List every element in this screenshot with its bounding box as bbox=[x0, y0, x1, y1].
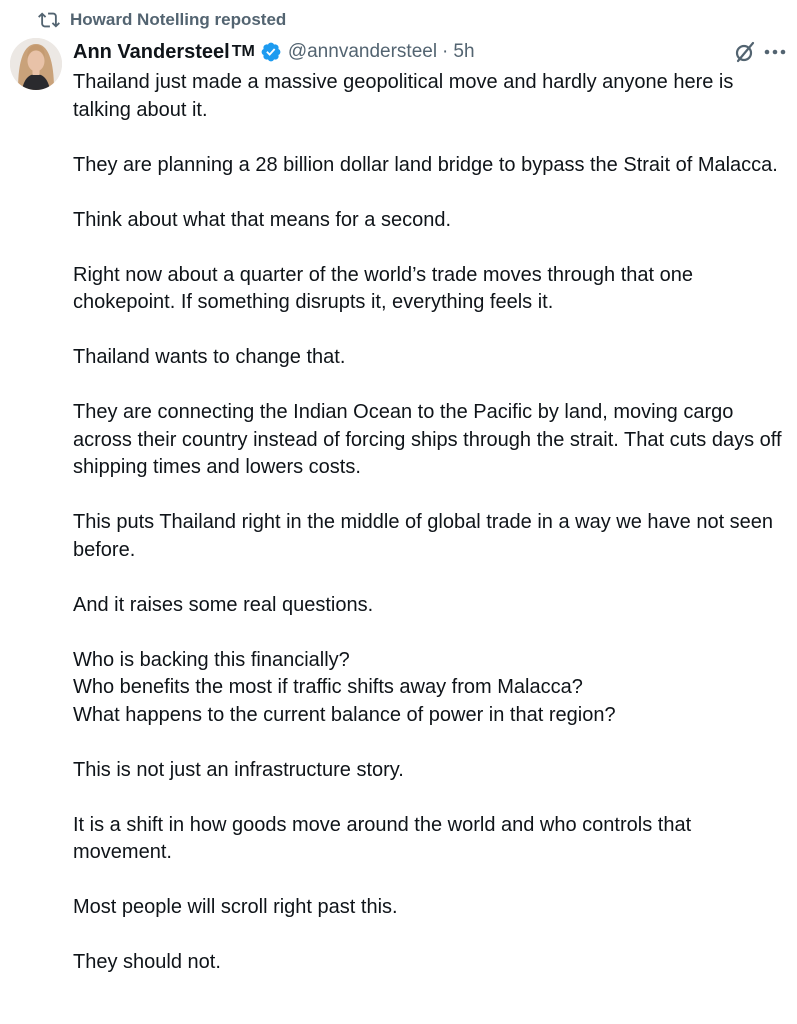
author-handle[interactable]: @annvandersteel bbox=[287, 41, 438, 62]
tweet-paragraph bbox=[73, 152, 788, 180]
avatar[interactable] bbox=[10, 38, 62, 90]
tweet-paragraph bbox=[73, 812, 788, 867]
grok-icon[interactable] bbox=[733, 40, 757, 64]
tweet-paragraph bbox=[73, 647, 788, 730]
tweet-paragraph bbox=[73, 592, 788, 620]
tweet-text bbox=[73, 69, 788, 977]
more-icon[interactable] bbox=[762, 42, 788, 62]
author-name[interactable]: Ann Vandersteel bbox=[73, 40, 230, 63]
tweet-paragraph bbox=[73, 399, 788, 482]
tweet-line: They should not. bbox=[73, 951, 221, 973]
author-name-suffix[interactable]: TM bbox=[231, 43, 255, 60]
tweet-line: Who benefits the most if traffic shifts away from Malacca? bbox=[73, 676, 583, 698]
tweet-paragraph bbox=[73, 894, 788, 922]
tweet-paragraph bbox=[73, 509, 788, 564]
tweet-line: This puts Thailand right in the middle of global trade in a way we have not seen before. bbox=[73, 511, 774, 561]
tweet-paragraph bbox=[73, 949, 788, 977]
tweet-paragraph bbox=[73, 344, 788, 372]
tweet-line: And it raises some real questions. bbox=[73, 593, 374, 616]
separator-dot: · bbox=[442, 41, 449, 62]
tweet-line: Thailand just made a massive geopolitical move and hardly anyone here is talking about it. bbox=[73, 71, 734, 121]
tweet-line: What happens to the current balance of power in that region? bbox=[73, 703, 616, 726]
tweet-header bbox=[73, 38, 475, 66]
timestamp[interactable]: 5h bbox=[453, 41, 475, 62]
tweet-line: Most people will scroll right past this. bbox=[73, 896, 398, 918]
tweet-paragraph bbox=[73, 757, 788, 785]
tweet-line: They are connecting the Indian Ocean to the Pacific by land, moving cargo across their country instead of forcing ships through the strait. That cuts days off shipping times and lowers costs. bbox=[73, 401, 782, 478]
repost-indicator[interactable] bbox=[38, 8, 286, 32]
tweet-line: It is a shift in how goods move around the world and who controls that movement. bbox=[73, 813, 692, 863]
verified-badge-icon[interactable] bbox=[260, 41, 282, 63]
tweet-paragraph bbox=[73, 69, 788, 124]
tweet-line: Think about what that means for a second. bbox=[73, 208, 451, 231]
tweet-line: They are planning a 28 billion dollar land bridge to bypass the Strait of Malacca. bbox=[73, 153, 778, 176]
tweet-paragraph bbox=[73, 207, 788, 235]
tweet-line: Thailand wants to change that. bbox=[73, 346, 346, 368]
tweet-line: This is not just an infrastructure story. bbox=[73, 758, 404, 781]
repost-label: Howard Notelling reposted bbox=[70, 10, 287, 29]
tweet-line: Who is backing this financially? bbox=[73, 648, 350, 671]
tweet-paragraph bbox=[73, 262, 788, 317]
tweet-line: Right now about a quarter of the world’s trade moves through that one chokepoint. If something disrupts it, everything feels it. bbox=[73, 263, 694, 313]
repost-icon bbox=[38, 9, 60, 31]
